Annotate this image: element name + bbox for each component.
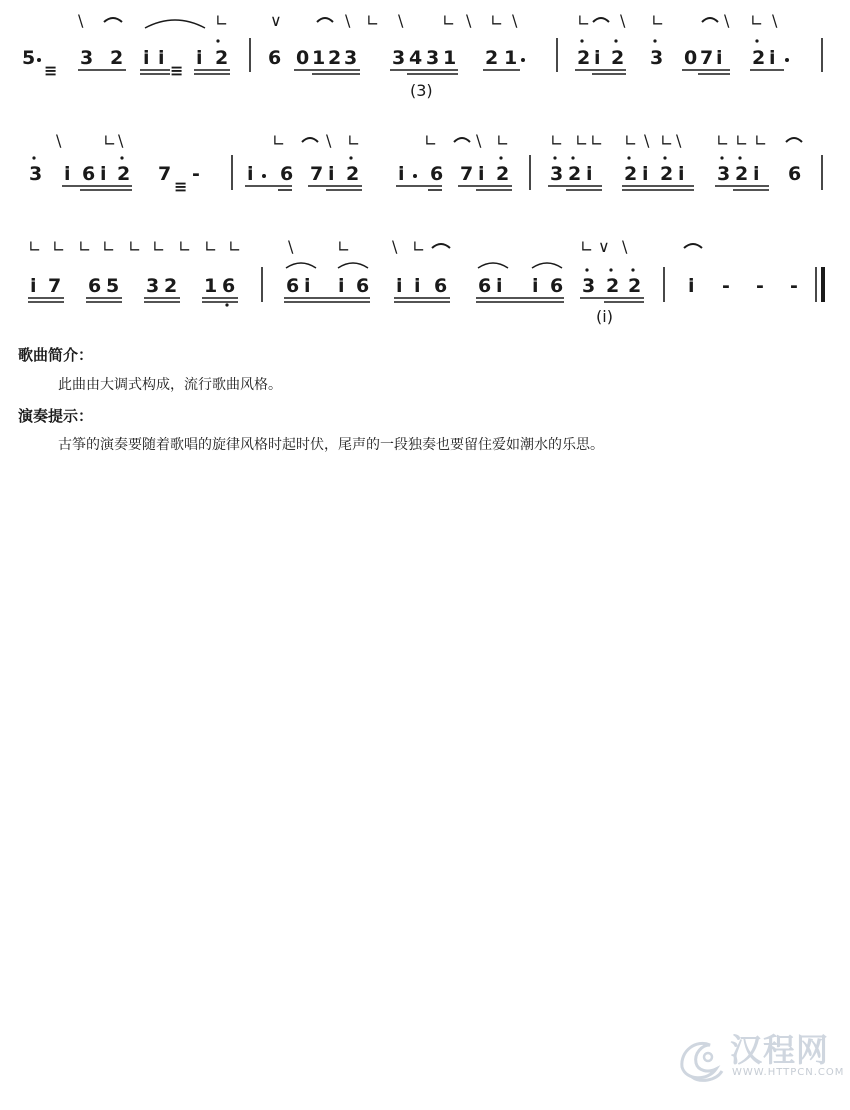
tech-mark: ∟ <box>575 131 589 150</box>
tech-mark: ∟ <box>754 131 768 150</box>
watermark-cn: 汉程网 <box>730 1031 830 1069</box>
note: 7 <box>158 163 172 185</box>
note: - <box>756 275 764 297</box>
technique-marks-row-3 <box>28 237 702 256</box>
tech-mark: ∟ <box>651 11 665 30</box>
tech-mark <box>593 18 609 22</box>
tech-mark: ∟ <box>490 11 504 30</box>
note: 2 <box>752 47 766 69</box>
score-row-1 <box>22 11 822 100</box>
tech-mark: \ <box>772 11 778 30</box>
note: i <box>196 47 203 69</box>
note: 6 <box>222 275 236 297</box>
slur-arc <box>286 263 316 268</box>
tech-mark: \ <box>476 131 482 150</box>
note: i <box>753 163 760 185</box>
note: i <box>247 163 254 185</box>
tech-mark: \ <box>622 237 628 256</box>
augmentation-dot <box>785 58 789 62</box>
tech-mark: ∨ <box>270 11 282 30</box>
note: 3 <box>344 47 358 69</box>
tech-mark: ∟ <box>103 131 117 150</box>
augmentation-dot <box>521 58 525 62</box>
tech-mark: \ <box>644 131 650 150</box>
note: 7 <box>48 275 62 297</box>
note: i <box>642 163 649 185</box>
note: 2 <box>346 163 360 185</box>
note: - <box>192 163 200 185</box>
note: 0 <box>296 47 310 69</box>
tech-mark: ∟ <box>550 131 564 150</box>
note: 3 <box>582 275 596 297</box>
note: 2 <box>485 47 499 69</box>
tech-mark: ∟ <box>347 131 361 150</box>
note: i <box>586 163 593 185</box>
octave-dot <box>580 39 583 42</box>
note: 3 <box>426 47 440 69</box>
measure-8 <box>284 263 644 302</box>
octave-dot <box>755 39 758 42</box>
low-octave-dot <box>225 303 228 306</box>
octave-dot <box>609 268 612 271</box>
note: i <box>64 163 71 185</box>
tech-mark: ∟ <box>424 131 438 150</box>
intro-heading: 歌曲简介： <box>18 346 94 364</box>
tech-mark <box>302 138 318 142</box>
note: 6 <box>82 163 96 185</box>
note: 1 <box>312 47 326 69</box>
paren-annotation: (i) <box>596 307 613 326</box>
note: i <box>100 163 107 185</box>
intro-text: 此曲由大调式构成，流行歌曲风格。 <box>58 377 282 393</box>
note: 6 <box>280 163 294 185</box>
tech-mark: \ <box>56 131 62 150</box>
tech-mark: ∟ <box>204 237 218 256</box>
note: 2 <box>628 275 642 297</box>
tech-mark: \ <box>345 11 351 30</box>
tech-mark: ∟ <box>52 237 66 256</box>
paren-annotation: (3) <box>410 81 433 100</box>
note: i <box>338 275 345 297</box>
tech-mark: ∟ <box>128 237 142 256</box>
site-watermark <box>668 1025 845 1095</box>
note: 2 <box>606 275 620 297</box>
note: i <box>594 47 601 69</box>
note: 1 <box>443 47 457 69</box>
note: i <box>158 47 165 69</box>
note: i <box>496 275 503 297</box>
note: 2 <box>611 47 625 69</box>
octave-dot <box>585 268 588 271</box>
note: 3 <box>550 163 564 185</box>
tech-mark: \ <box>392 237 398 256</box>
tech-mark: ∟ <box>660 131 674 150</box>
note: 3 <box>146 275 160 297</box>
octave-dot <box>627 156 630 159</box>
octave-dot <box>614 39 617 42</box>
note: 2 <box>328 47 342 69</box>
tech-mark: ∟ <box>577 11 591 30</box>
tech-mark: ∟ <box>716 131 730 150</box>
note: 7 <box>460 163 474 185</box>
note: 6 <box>356 275 370 297</box>
score-row-2 <box>29 131 822 196</box>
octave-dot <box>499 156 502 159</box>
tech-mark <box>702 18 718 22</box>
measure-6 <box>548 156 801 190</box>
note: 6 <box>268 47 282 69</box>
note: 3 <box>392 47 406 69</box>
measure-4 <box>29 156 200 196</box>
note: 2 <box>117 163 131 185</box>
augmentation-dot <box>413 174 417 178</box>
octave-dot <box>32 156 35 159</box>
note: 3 <box>80 47 94 69</box>
tech-mark: \ <box>398 11 404 30</box>
slur-arc <box>478 263 508 268</box>
note: 6 <box>286 275 300 297</box>
note: i <box>304 275 311 297</box>
note: i <box>769 47 776 69</box>
slur-arc <box>532 263 562 268</box>
tech-mark: ∟ <box>215 11 229 30</box>
note: 7 <box>310 163 324 185</box>
tremolo-mark: ≡ <box>174 177 188 196</box>
note: 6 <box>434 275 448 297</box>
note: 5 <box>22 47 36 69</box>
tie-arc <box>145 20 205 28</box>
measure-3 <box>575 39 789 74</box>
tech-mark: \ <box>78 11 84 30</box>
tech-mark: ∟ <box>337 237 351 256</box>
note: 2 <box>496 163 510 185</box>
note: 6 <box>430 163 444 185</box>
tech-mark: ∟ <box>272 131 286 150</box>
measure-1 <box>22 20 230 80</box>
note: i <box>532 275 539 297</box>
measure-7 <box>28 275 238 307</box>
note: 0 <box>684 47 698 69</box>
jianpu-score <box>0 0 850 330</box>
note: - <box>722 275 730 297</box>
tremolo-mark: ≡ <box>170 61 184 80</box>
note: i <box>398 163 405 185</box>
note: 3 <box>650 47 664 69</box>
tech-mark: \ <box>118 131 124 150</box>
tech-mark <box>104 18 122 22</box>
tech-mark: ∟ <box>590 131 604 150</box>
note: 2 <box>164 275 178 297</box>
measure-5 <box>245 156 512 190</box>
note: i <box>716 47 723 69</box>
measure-2 <box>268 47 525 74</box>
note: 2 <box>110 47 124 69</box>
tech-mark: ∟ <box>580 237 594 256</box>
note: 3 <box>717 163 731 185</box>
tech-mark: ∟ <box>102 237 116 256</box>
note: 7 <box>700 47 714 69</box>
note: 2 <box>577 47 591 69</box>
note: i <box>478 163 485 185</box>
tech-mark <box>432 244 450 248</box>
tech-mark: \ <box>620 11 626 30</box>
tech-mark: ∨ <box>598 237 610 256</box>
octave-dot <box>349 156 352 159</box>
note: 5 <box>106 275 120 297</box>
augmentation-dot <box>262 174 266 178</box>
note: 2 <box>735 163 749 185</box>
tech-mark: \ <box>466 11 472 30</box>
tech-mark: ∟ <box>152 237 166 256</box>
tech-mark: \ <box>676 131 682 150</box>
octave-dot <box>631 268 634 271</box>
tech-mark <box>786 138 802 142</box>
technique-marks-row-2 <box>56 131 802 150</box>
tech-mark: ∟ <box>366 11 380 30</box>
note: 6 <box>788 163 802 185</box>
tech-mark: \ <box>326 131 332 150</box>
tech-mark: ∟ <box>228 237 242 256</box>
note: - <box>790 275 798 297</box>
note: 4 <box>409 47 423 69</box>
measure-9 <box>688 275 798 297</box>
note: i <box>414 275 421 297</box>
tech-mark: \ <box>724 11 730 30</box>
tech-mark: \ <box>512 11 518 30</box>
tech-mark: ∟ <box>735 131 749 150</box>
octave-dot <box>216 39 219 42</box>
tech-mark: ∟ <box>624 131 638 150</box>
tech-mark: ∟ <box>496 131 510 150</box>
note: 6 <box>478 275 492 297</box>
watermark-en: WWW.HTTPCN.COM <box>732 1067 845 1078</box>
tech-mark <box>684 244 702 248</box>
note: 3 <box>29 163 43 185</box>
tech-mark <box>317 18 333 22</box>
note: i <box>678 163 685 185</box>
note: 2 <box>624 163 638 185</box>
note: 2 <box>215 47 229 69</box>
octave-dot <box>738 156 741 159</box>
tremolo-mark: ≡ <box>44 61 58 80</box>
note: i <box>688 275 695 297</box>
tech-mark: ∟ <box>28 237 42 256</box>
tech-mark: ∟ <box>750 11 764 30</box>
note: i <box>143 47 150 69</box>
tech-mark: ∟ <box>442 11 456 30</box>
note: 6 <box>550 275 564 297</box>
score-row-3 <box>28 237 823 326</box>
note: 2 <box>568 163 582 185</box>
note: 6 <box>88 275 102 297</box>
tech-mark <box>454 138 470 142</box>
tech-mark: ∟ <box>412 237 426 256</box>
hancheng-logo-icon <box>672 1031 728 1087</box>
tech-mark: \ <box>288 237 294 256</box>
octave-dot <box>120 156 123 159</box>
note: i <box>328 163 335 185</box>
note: i <box>396 275 403 297</box>
note: 1 <box>504 47 518 69</box>
octave-dot <box>553 156 556 159</box>
augmentation-dot <box>37 58 41 62</box>
note: i <box>30 275 37 297</box>
note: 2 <box>660 163 674 185</box>
octave-dot <box>571 156 574 159</box>
tips-heading: 演奏提示： <box>18 407 94 425</box>
note: 1 <box>204 275 218 297</box>
tech-mark: ∟ <box>178 237 192 256</box>
octave-dot <box>653 39 656 42</box>
tips-text: 古筝的演奏要随着歌唱的旋律风格时起时伏，尾声的一段独奏也要留住爱如潮水的乐思。 <box>58 437 604 453</box>
octave-dot <box>663 156 666 159</box>
slur-arc <box>338 263 368 268</box>
octave-dot <box>720 156 723 159</box>
tech-mark: ∟ <box>78 237 92 256</box>
